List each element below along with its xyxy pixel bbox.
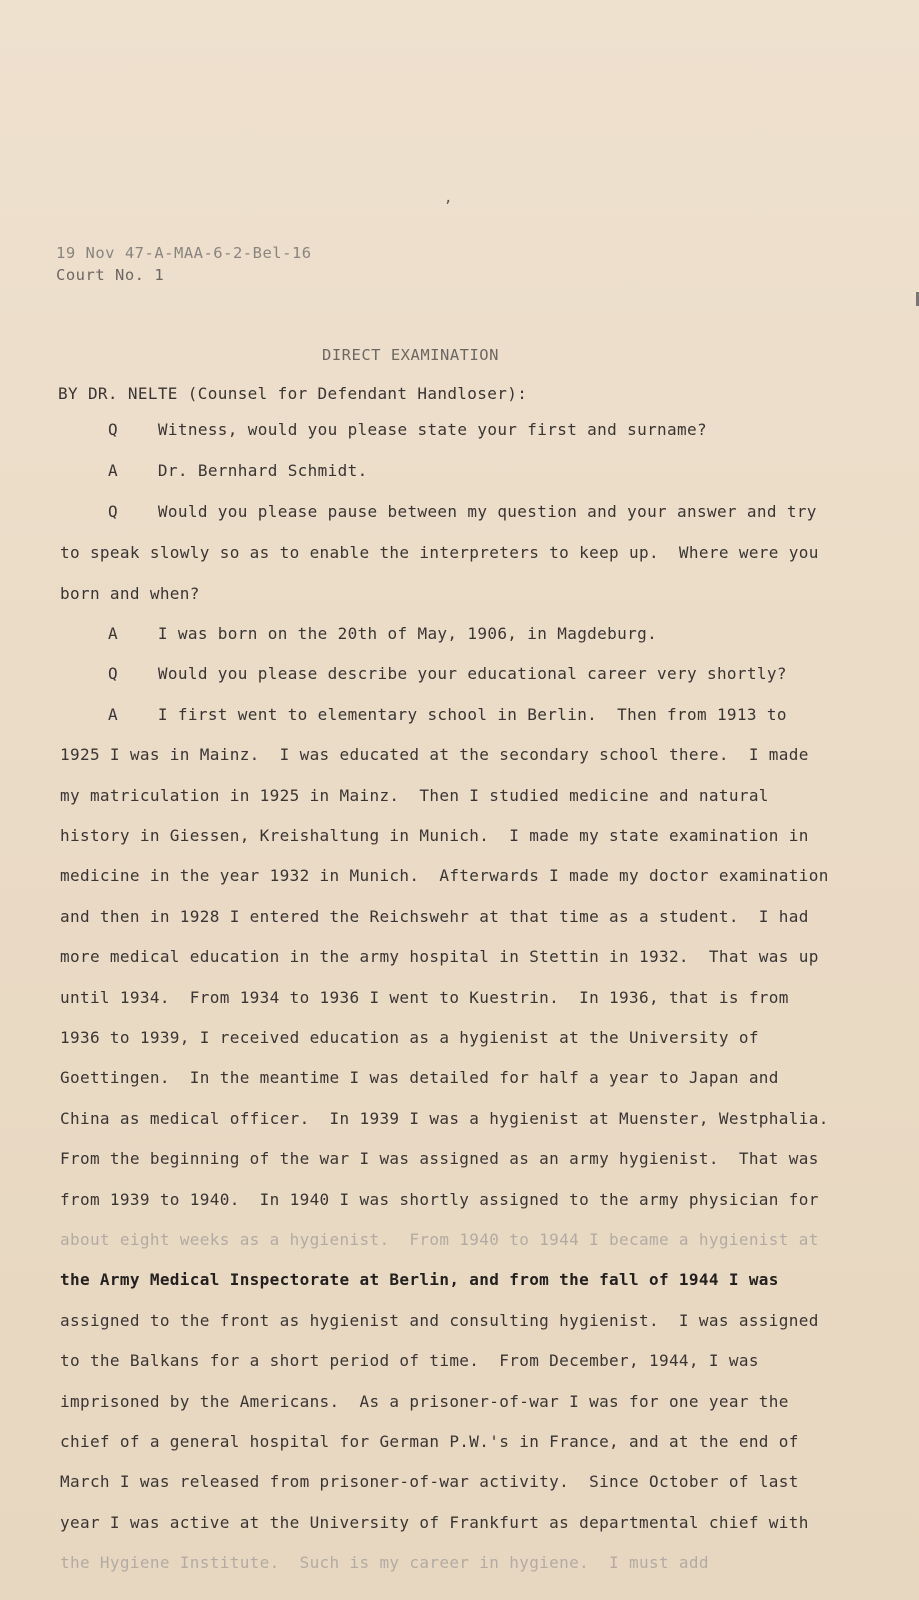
transcript-line-faint: about eight weeks as a hygienist. From 1940 to 1944 I became a hygienist at bbox=[60, 1230, 819, 1249]
transcript-line: born and when? bbox=[60, 584, 200, 603]
transcript-line: Q Witness, would you please state your first and surname? bbox=[108, 420, 707, 439]
transcript-line: until 1934. From 1934 to 1936 I went to Kuestrin. In 1936, that is from bbox=[60, 988, 789, 1007]
transcript-line: 1925 I was in Mainz. I was educated at the secondary school there. I made bbox=[60, 745, 809, 764]
section-title: DIRECT EXAMINATION bbox=[322, 346, 499, 364]
transcript-line: history in Giessen, Kreishaltung in Munich. I made my state examination in bbox=[60, 826, 809, 845]
transcript-line: Q Would you please pause between my question and your answer and try bbox=[108, 502, 817, 521]
transcript-line: March I was released from prisoner-of-war activity. Since October of last bbox=[60, 1472, 799, 1491]
court-number: Court No. 1 bbox=[56, 266, 165, 284]
transcript-line: to speak slowly so as to enable the interpreters to keep up. Where were you bbox=[60, 543, 819, 562]
transcript-line: Q Would you please describe your educational career very shortly? bbox=[108, 664, 787, 683]
transcript-line: assigned to the front as hygienist and consulting hygienist. I was assigned bbox=[60, 1311, 819, 1330]
transcript-line: more medical education in the army hospital in Stettin in 1932. That was up bbox=[60, 947, 819, 966]
examiner-line: BY DR. NELTE (Counsel for Defendant Handloser): bbox=[58, 384, 528, 403]
transcript-line: from 1939 to 1940. In 1940 I was shortly assigned to the army physician for bbox=[60, 1190, 819, 1209]
transcript-line: my matriculation in 1925 in Mainz. Then I studied medicine and natural bbox=[60, 786, 769, 805]
transcript-line-dark: the Army Medical Inspectorate at Berlin, and from the fall of 1944 I was bbox=[60, 1270, 779, 1289]
transcript-line: chief of a general hospital for German P.W.'s in France, and at the end of bbox=[60, 1432, 799, 1451]
transcript-line: Goettingen. In the meantime I was detailed for half a year to Japan and bbox=[60, 1068, 779, 1087]
transcript-line-cut-off: the Hygiene Institute. Such is my career in hygiene. I must add bbox=[60, 1553, 709, 1572]
transcript-line: A I first went to elementary school in Berlin. Then from 1913 to bbox=[108, 705, 787, 724]
transcript-line: From the beginning of the war I was assigned as an army hygienist. That was bbox=[60, 1149, 819, 1168]
transcript-line: medicine in the year 1932 in Munich. Afterwards I made my doctor examination bbox=[60, 866, 829, 885]
transcript-line: year I was active at the University of Frankfurt as departmental chief with bbox=[60, 1513, 809, 1532]
transcript-line: A I was born on the 20th of May, 1906, in Magdeburg. bbox=[108, 624, 658, 643]
transcript-line: imprisoned by the Americans. As a prisoner-of-war I was for one year the bbox=[60, 1392, 789, 1411]
transcript-line: 1936 to 1939, I received education as a hygienist at the University of bbox=[60, 1028, 759, 1047]
transcript-line: China as medical officer. In 1939 I was a hygienist at Muenster, Westphalia. bbox=[60, 1109, 829, 1128]
transcript-line: A Dr. Bernhard Schmidt. bbox=[108, 461, 368, 480]
stray-mark: , bbox=[444, 190, 453, 206]
document-code: 19 Nov 47-A-MAA-6-2-Bel-16 bbox=[56, 244, 312, 262]
transcript-line: and then in 1928 I entered the Reichswehr at that time as a student. I had bbox=[60, 907, 809, 926]
transcript-line: to the Balkans for a short period of time. From December, 1944, I was bbox=[60, 1351, 759, 1370]
